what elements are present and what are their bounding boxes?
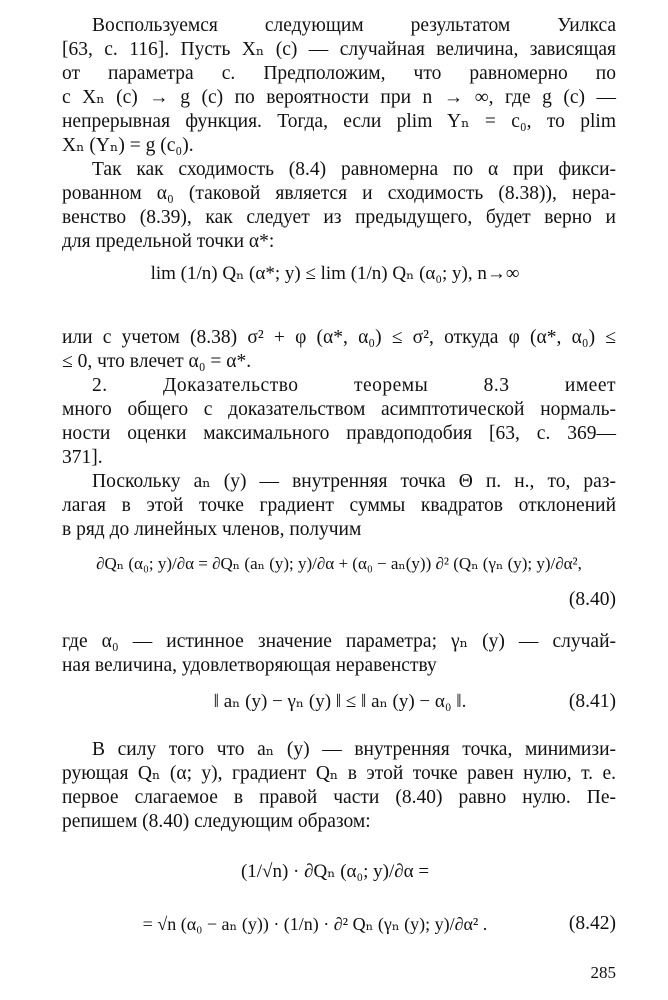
text-line: 371]. xyxy=(62,447,103,468)
equation-number: (8.40) xyxy=(568,589,616,610)
equation-8-41: ‖ aₙ (y) − γₙ (y) ‖ ≤ ‖ aₙ (y) − α₀ ‖. xyxy=(213,691,467,712)
text-line: или с учетом (8.38) σ² + φ (α*, α₀) ≤ σ², откуда φ (α*, α₀) ≤ xyxy=(62,327,616,348)
text-line: ная величина, удовлетворяющая неравенству xyxy=(62,655,437,676)
text-line: первое слагаемое в правой части (8.40) равно нулю. Пе- xyxy=(62,787,616,808)
equation-8-42-line1: (1/√n) · ∂Qₙ (α₀; y)/∂α = xyxy=(240,861,430,882)
text-line: Xₙ (Yₙ) = g (c₀). xyxy=(62,135,194,156)
page-number: 285 xyxy=(590,963,616,982)
limit-inequality: lim (1/n) Qₙ (α*; y) ≤ lim (1/n) Qₙ (α₀; y), n→∞ xyxy=(150,263,520,284)
text-line: В силу того что aₙ (y) — внутренняя точка, минимизи- xyxy=(92,739,616,760)
text-line: Так как сходимость (8.4) равномерна по α при фикси- xyxy=(92,159,616,180)
text-line: репишем (8.40) следующим образом: xyxy=(62,811,371,832)
text-line: ≤ 0, что влечет α₀ = α*. xyxy=(62,351,252,372)
text-line: для предельной точки α*: xyxy=(62,231,275,252)
text-line: Воспользуемся следующим результатом Уилкса xyxy=(92,15,616,36)
text-line: Поскольку aₙ (y) — внутренняя точка Θ п. н., то, раз- xyxy=(92,471,616,492)
text-line: в ряд до линейных членов, получим xyxy=(62,519,362,540)
text-line: рующая Qₙ (α; y), градиент Qₙ в этой точке равен нулю, т. е. xyxy=(62,763,616,784)
equation-number: (8.41) xyxy=(568,691,616,712)
text-line: [63, с. 116]. Пусть Xₙ (c) — случайная величина, зависящая xyxy=(62,39,616,60)
text-line: где α₀ — истинное значение параметра; γₙ (y) — случай- xyxy=(62,631,616,652)
equation-8-42-line2: = √n (α₀ − aₙ (y)) · (1/n) · ∂² Qₙ (γₙ (y); y)/∂α² . xyxy=(142,914,488,934)
text-line: непрерывная функция. Тогда, если plim Yₙ = c₀, то plim xyxy=(62,111,616,132)
text-line: 2. Доказательство теоремы 8.3 имеет xyxy=(92,375,616,396)
text-line: много общего с доказательством асимптотической нормаль- xyxy=(62,399,616,420)
text-line: ности оценки максимального правдоподобия [63, с. 369— xyxy=(62,423,616,444)
text-line: c Xₙ (c) → g (c) по вероятности при n → ∞, где g (c) — xyxy=(62,87,616,108)
text-line: лагая в этой точке градиент суммы квадратов отклонений xyxy=(62,495,616,516)
text-line: от параметра c. Предположим, что равномерно по xyxy=(62,63,616,84)
equation-number: (8.42) xyxy=(568,913,616,934)
equation-8-40: ∂Qₙ (α₀; y)/∂α = ∂Qₙ (aₙ (y); y)/∂α + (α₀ − aₙ(y)) ∂² (Qₙ (γₙ (y); y)/∂α², xyxy=(96,554,582,573)
text-line: рованном α₀ (таковой является и сходимость (8.38)), нера- xyxy=(62,183,616,204)
text-line: венство (8.39), как следует из предыдущего, будет верно и xyxy=(62,207,616,228)
